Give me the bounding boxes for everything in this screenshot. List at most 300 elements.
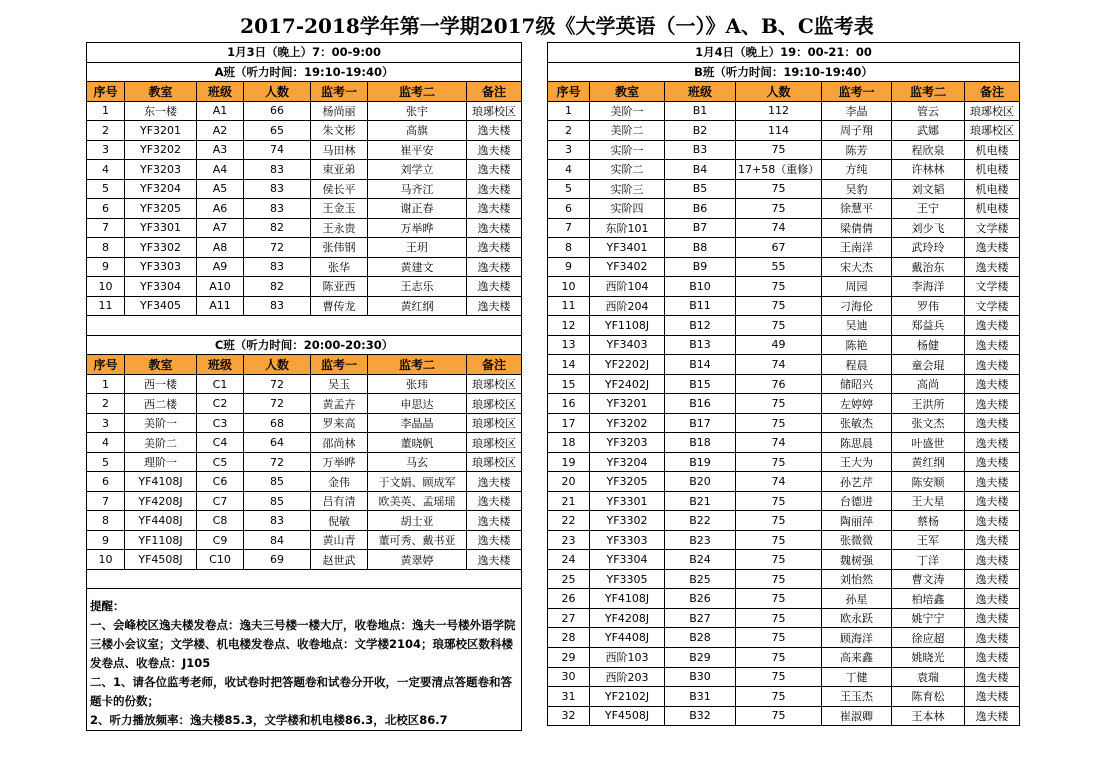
table-cell: 丁健 [822,667,892,687]
table-cell: YF3205 [590,472,665,492]
table-cell: YF3205 [125,199,197,219]
table-cell: 梁倩倩 [822,218,892,238]
table-cell: 27 [548,608,590,628]
table-cell: 孙艺芹 [822,472,892,492]
column-header: 班级 [665,82,736,102]
table-cell: 方纯 [822,160,892,180]
table-cell: 逸夫楼 [965,530,1020,550]
table-cell: 袁瑞 [892,667,965,687]
table-row [548,511,1020,531]
table-cell: YF3303 [125,257,197,277]
table-cell: 24 [548,550,590,570]
table-row [548,160,1020,180]
table-cell: 琅琊校区 [467,413,522,433]
table-cell: B6 [665,199,736,219]
table-cell: 机电楼 [965,199,1020,219]
table-cell: 75 [736,647,822,667]
table-cell: 西阶204 [590,296,665,316]
table-cell: 王南洋 [822,238,892,258]
table-cell: 逸夫楼 [965,647,1020,667]
table-cell: 29 [548,647,590,667]
table-cell: 赵世武 [311,550,368,570]
table-cell: 逸夫楼 [467,296,522,316]
table-cell: 72 [244,374,311,394]
table-cell: 逸夫楼 [965,413,1020,433]
table-cell: B25 [665,569,736,589]
page-title: 2017-2018学年第一学期2017级《大学英语（一）》A、B、C监考表 [240,14,874,38]
table-cell: 83 [244,511,311,531]
b-section-title [548,62,1020,82]
table-cell: 25 [548,569,590,589]
table-cell: 李晶晶 [368,413,467,433]
table-cell: 黄翠婷 [368,550,467,570]
notes-box [87,589,522,731]
table-cell: 文学楼 [965,218,1020,238]
table-row [87,218,522,238]
table-cell: 逸夫楼 [467,472,522,492]
table-cell: 宋大杰 [822,257,892,277]
table-row [548,277,1020,297]
table-cell: 柏培鑫 [892,589,965,609]
table-cell: 10 [87,277,125,297]
table-cell: 76 [736,374,822,394]
table-cell: 欧永跃 [822,608,892,628]
column-header: 监考二 [892,82,965,102]
table-cell: 75 [736,511,822,531]
table-cell: 9 [87,257,125,277]
table-cell: 逸夫楼 [467,277,522,297]
table-row [87,472,522,492]
b-header-row [548,82,1020,102]
table-cell: 曹文涛 [892,569,965,589]
table-cell: 72 [244,452,311,472]
table-row [87,530,522,550]
table-cell: B3 [665,140,736,160]
table-cell: 束亚弟 [311,160,368,180]
table-cell: 6 [87,199,125,219]
table-cell: 刘学立 [368,160,467,180]
table-cell: 逸夫楼 [965,257,1020,277]
table-cell: 董可秀、戴书亚 [368,530,467,550]
table-cell: 75 [736,140,822,160]
table-cell: YF3203 [590,433,665,453]
a-header-row [87,82,522,102]
table-cell: 马齐江 [368,179,467,199]
table-cell: 李晶 [822,101,892,121]
table-cell: 于文娟、顾成军 [368,472,467,492]
table-cell: 逸夫楼 [965,491,1020,511]
table-cell: 8 [548,238,590,258]
table-cell: 姚晓光 [892,647,965,667]
table-cell: 逸夫楼 [965,335,1020,355]
table-cell: 4 [87,433,125,453]
table-cell: YF4108J [125,472,197,492]
table-cell: 琅琊校区 [467,101,522,121]
table-cell: 万举晔 [368,218,467,238]
table-cell: 75 [736,277,822,297]
table-cell: 3 [87,413,125,433]
spacer-row-cell [87,569,522,589]
table-cell: B13 [665,335,736,355]
table-cell: 75 [736,569,822,589]
table-cell: 85 [244,491,311,511]
table-row [548,296,1020,316]
table-cell: B10 [665,277,736,297]
table-cell: YF3201 [125,121,197,141]
c-section-title-cell: C班（听力时间：20:00-20:30） [87,335,522,355]
table-cell: 114 [736,121,822,141]
table-cell: 西二楼 [125,394,197,414]
table-cell: 琅琊校区 [965,121,1020,141]
table-cell: B7 [665,218,736,238]
table-cell: 王永贵 [311,218,368,238]
table-cell: C9 [197,530,244,550]
date-header-left [87,43,522,63]
table-cell: B16 [665,394,736,414]
table-cell: 黄红纲 [368,296,467,316]
table-cell: 张玮 [368,374,467,394]
table-row [548,179,1020,199]
table-cell: 逸夫楼 [965,433,1020,453]
table-row [548,687,1020,707]
table-cell: 逸夫楼 [965,667,1020,687]
table-row [548,452,1020,472]
table-cell: 左婷婷 [822,394,892,414]
table-cell: 高旗 [368,121,467,141]
table-cell: B31 [665,687,736,707]
table-row [87,413,522,433]
table-cell: 马田林 [311,140,368,160]
table-cell: 74 [244,140,311,160]
table-cell: 琅琊校区 [467,433,522,453]
table-cell: 逸夫楼 [965,355,1020,375]
table-cell: 琅琊校区 [467,394,522,414]
table-cell: YF3402 [590,257,665,277]
table-cell: 84 [244,530,311,550]
table-cell: YF3304 [125,277,197,297]
table-cell: YF1108J [125,530,197,550]
table-cell: 罗来高 [311,413,368,433]
table-cell: 75 [736,667,822,687]
table-cell: 9 [87,530,125,550]
table-cell: 陈芳 [822,140,892,160]
spacer-row [87,316,522,336]
column-header: 人数 [736,82,822,102]
table-cell: B29 [665,647,736,667]
column-header: 人数 [244,355,311,375]
table-cell: 实阶二 [590,160,665,180]
table-cell: 吴豹 [822,179,892,199]
table-cell: 实阶一 [590,140,665,160]
table-cell: B22 [665,511,736,531]
table-cell: 4 [87,160,125,180]
table-cell: 欧美英、孟瑶瑶 [368,491,467,511]
table-cell: 琅琊校区 [467,452,522,472]
table-cell: 叶盛世 [892,433,965,453]
table-cell: 逸夫楼 [467,511,522,531]
table-cell: 刘少飞 [892,218,965,238]
table-cell: YF3202 [590,413,665,433]
table-cell: B20 [665,472,736,492]
column-header: 监考二 [368,355,467,375]
table-cell: 逸夫楼 [965,589,1020,609]
table-row [87,374,522,394]
table-cell: 王军 [892,530,965,550]
table-cell: 75 [736,589,822,609]
table-cell: 徐应超 [892,628,965,648]
table-row [548,218,1020,238]
table-cell: 杨健 [892,335,965,355]
table-cell: 高来鑫 [822,647,892,667]
column-header: 人数 [244,82,311,102]
table-cell: B24 [665,550,736,570]
table-cell: 75 [736,628,822,648]
c-header-row [87,355,522,375]
table-row [548,394,1020,414]
table-cell: 张伟钢 [311,238,368,258]
column-header: 序号 [87,82,125,102]
table-cell: YF4408J [590,628,665,648]
table-cell: 金伟 [311,472,368,492]
table-cell: B1 [665,101,736,121]
table-row [548,374,1020,394]
table-cell: 高尚 [892,374,965,394]
table-row [548,706,1020,726]
table-cell: 管云 [892,101,965,121]
table-cell: 82 [244,218,311,238]
table-cell: 75 [736,550,822,570]
table-cell: 74 [736,218,822,238]
table-cell: B12 [665,316,736,336]
table-cell: A10 [197,277,244,297]
table-row [548,121,1020,141]
table-cell: 逸夫楼 [965,472,1020,492]
table-cell: 文学楼 [965,296,1020,316]
table-row [87,238,522,258]
table-cell: 5 [548,179,590,199]
table-cell: 逸夫楼 [965,452,1020,472]
table-cell: 东一楼 [125,101,197,121]
column-header: 备注 [467,82,522,102]
table-cell: 11 [548,296,590,316]
column-header: 监考一 [311,355,368,375]
table-cell: 姚宁宁 [892,608,965,628]
table-row [548,667,1020,687]
table-cell: 逸夫楼 [965,394,1020,414]
table-cell: B28 [665,628,736,648]
table-cell: B26 [665,589,736,609]
table-cell: B2 [665,121,736,141]
table-cell: 周子翔 [822,121,892,141]
table-cell: 28 [548,628,590,648]
table-cell: YF3301 [590,491,665,511]
table-cell: 许林林 [892,160,965,180]
table-cell: 9 [548,257,590,277]
table-cell: 吴玉 [311,374,368,394]
table-row [87,296,522,316]
table-cell: 7 [87,491,125,511]
table-cell: 杨尚丽 [311,101,368,121]
right-schedule-table [547,42,1020,726]
date-header-right [548,43,1020,63]
table-cell: 64 [244,433,311,453]
table-row [87,394,522,414]
table-cell: 台德进 [822,491,892,511]
table-cell: YF3202 [125,140,197,160]
table-cell: 74 [736,433,822,453]
table-cell: 66 [244,101,311,121]
table-cell: YF3403 [590,335,665,355]
table-cell: B15 [665,374,736,394]
table-cell: 张微微 [822,530,892,550]
table-cell: 黄红纲 [892,452,965,472]
table-cell: YF4508J [590,706,665,726]
table-cell: C7 [197,491,244,511]
table-row [87,433,522,453]
table-row [548,101,1020,121]
table-row [87,452,522,472]
table-row [548,355,1020,375]
table-cell: C8 [197,511,244,531]
table-cell: 2 [87,121,125,141]
table-cell: 曹传龙 [311,296,368,316]
table-cell: A1 [197,101,244,121]
table-cell: 机电楼 [965,179,1020,199]
table-cell: A11 [197,296,244,316]
table-cell: 逸夫楼 [467,179,522,199]
table-cell: YF3303 [590,530,665,550]
table-cell: 6 [548,199,590,219]
table-cell: 逸夫楼 [965,628,1020,648]
table-cell: 75 [736,413,822,433]
table-cell: 琅琊校区 [467,374,522,394]
table-cell: 74 [736,472,822,492]
table-cell: C10 [197,550,244,570]
table-cell: 王大星 [892,491,965,511]
table-cell: 75 [736,491,822,511]
table-cell: 1 [87,101,125,121]
table-cell: YF3301 [125,218,197,238]
table-row [548,433,1020,453]
table-cell: 黄建文 [368,257,467,277]
table-row [87,550,522,570]
table-cell: 18 [548,433,590,453]
table-cell: 西阶203 [590,667,665,687]
table-cell: 吕有清 [311,491,368,511]
table-cell: 张文杰 [892,413,965,433]
notes-line: 二、1、请各位监考老师，收试卷时把答题卷和试卷分开收，一定要清点答题卷和答题卡的份数； [90,675,512,709]
table-cell: YF3201 [590,394,665,414]
table-cell: 75 [736,706,822,726]
table-row [87,511,522,531]
table-cell: 西阶103 [590,647,665,667]
table-cell: 张敏杰 [822,413,892,433]
table-cell: B27 [665,608,736,628]
table-cell: A9 [197,257,244,277]
table-cell: B18 [665,433,736,453]
table-cell: YF3204 [590,452,665,472]
table-cell: 刘怡然 [822,569,892,589]
table-cell: 万举晔 [311,452,368,472]
table-cell: 55 [736,257,822,277]
table-cell: 孙星 [822,589,892,609]
table-cell: 83 [244,199,311,219]
table-cell: 72 [244,394,311,414]
table-cell: 戴治东 [892,257,965,277]
table-cell: C1 [197,374,244,394]
table-row [548,530,1020,550]
table-row [87,257,522,277]
table-row [548,335,1020,355]
table-cell: 周园 [822,277,892,297]
table-cell: 75 [736,452,822,472]
table-row [548,608,1020,628]
table-row [548,316,1020,336]
table-cell: 26 [548,589,590,609]
column-header: 备注 [965,82,1020,102]
table-cell: A2 [197,121,244,141]
table-cell: 魏树强 [822,550,892,570]
column-header: 教室 [125,355,197,375]
table-row [87,199,522,219]
table-cell: B21 [665,491,736,511]
column-header: 监考二 [368,82,467,102]
table-cell: B30 [665,667,736,687]
table-cell: 85 [244,472,311,492]
table-cell: 陈育松 [892,687,965,707]
table-cell: YF1108J [590,316,665,336]
table-cell: 逸夫楼 [467,140,522,160]
table-cell: C4 [197,433,244,453]
table-cell: B17 [665,413,736,433]
table-cell: 10 [548,277,590,297]
table-row [548,628,1020,648]
table-cell: YF3305 [590,569,665,589]
column-header: 教室 [125,82,197,102]
table-cell: B11 [665,296,736,316]
table-cell: A7 [197,218,244,238]
table-cell: 王金玉 [311,199,368,219]
table-cell: A6 [197,199,244,219]
table-cell: 美阶二 [125,433,197,453]
table-row [548,257,1020,277]
table-cell: A5 [197,179,244,199]
b-section-title-cell: B班（听力时间：19:10-19:40） [548,62,1020,82]
table-cell: 刁海伦 [822,296,892,316]
table-cell: 美阶一 [590,101,665,121]
table-cell: C6 [197,472,244,492]
table-cell: 75 [736,394,822,414]
table-cell: 吴迪 [822,316,892,336]
column-header: 班级 [197,355,244,375]
table-cell: 5 [87,452,125,472]
table-cell: 倪敏 [311,511,368,531]
table-cell: 17+58（重修） [736,160,822,180]
table-row [548,199,1020,219]
table-cell: YF3302 [125,238,197,258]
table-cell: A4 [197,160,244,180]
table-row [87,491,522,511]
table-cell: 19 [548,452,590,472]
table-cell: YF2202J [590,355,665,375]
table-cell: 67 [736,238,822,258]
table-cell: 逸夫楼 [965,706,1020,726]
table-cell: 西一楼 [125,374,197,394]
table-cell: 西阶104 [590,277,665,297]
column-header: 监考一 [311,82,368,102]
table-row [548,647,1020,667]
table-cell: 程欣泉 [892,140,965,160]
